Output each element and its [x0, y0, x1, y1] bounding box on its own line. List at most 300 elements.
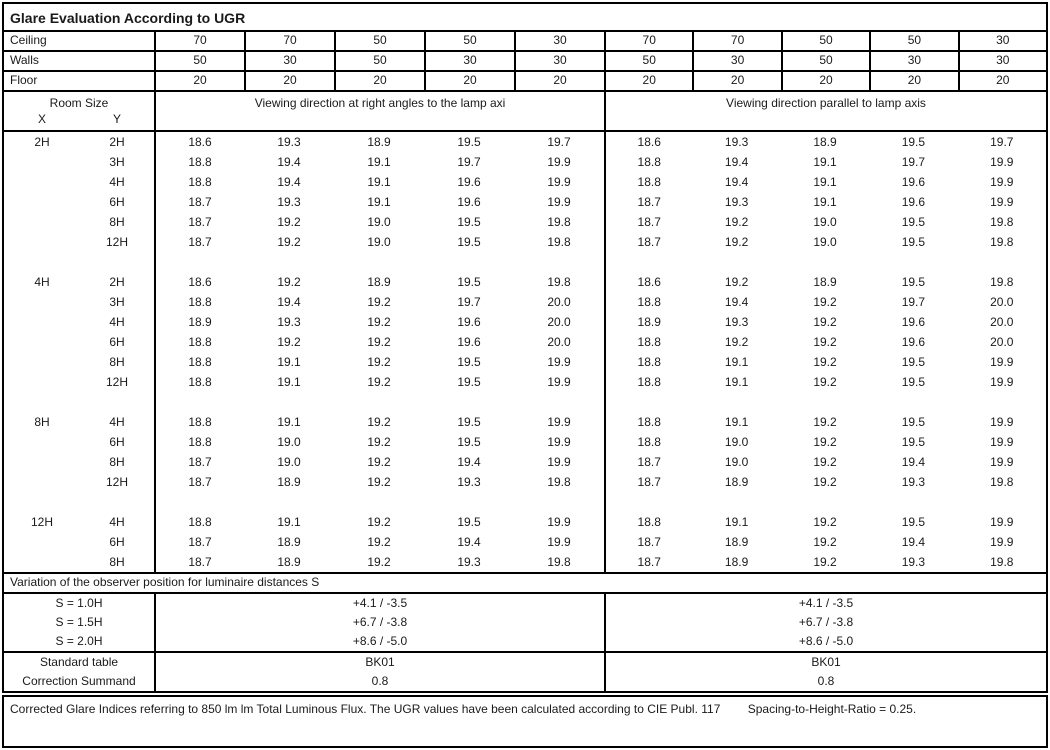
ugr-value-left: 19.1 [277, 355, 301, 369]
ugr-value-left: 18.8 [154, 512, 244, 532]
ugr-value-left: 20.0 [547, 295, 571, 309]
surface-row [4, 72, 1046, 92]
spacer-cell [334, 392, 424, 412]
ugr-value-right: 18.9 [724, 475, 749, 489]
ugr-value-left: 19.5 [457, 515, 481, 529]
ugr-value-left: 18.9 [367, 275, 391, 289]
ugr-value-right: 19.8 [990, 275, 1014, 289]
ugr-value-right: 18.7 [604, 192, 692, 212]
header-row [4, 92, 1046, 132]
room-x-label [4, 352, 80, 372]
variation-label: S = 1.5H [55, 615, 103, 629]
ugr-value-right: 19.9 [990, 375, 1014, 389]
room-x-label: 8H [34, 415, 50, 429]
ugr-value-right: 19.7 [901, 295, 926, 309]
data-section [4, 132, 1046, 574]
ugr-value-left: 18.7 [154, 552, 244, 572]
ugr-value-right: 19.3 [724, 315, 749, 329]
ugr-value-left: 18.6 [154, 272, 244, 292]
ugr-value-left: 18.8 [154, 432, 244, 452]
room-size-header [4, 92, 154, 130]
spacer-cell [514, 492, 604, 512]
ugr-value-right: 19.2 [813, 475, 837, 489]
spacer-cell [80, 392, 154, 412]
ugr-value-left: 19.5 [457, 215, 481, 229]
spacer-cell [604, 252, 692, 272]
spacer-cell [869, 252, 957, 272]
room-y-label: 8H [109, 555, 125, 569]
ugr-value-left: 18.9 [277, 555, 301, 569]
room-y-label: 4H [109, 515, 125, 529]
ugr-value-right: 19.4 [724, 175, 749, 189]
ugr-value-right: 19.2 [813, 315, 837, 329]
ugr-row [4, 172, 1046, 192]
room-y-label: 8H [109, 455, 125, 469]
ugr-row [4, 212, 1046, 232]
ugr-value-left: 19.9 [547, 155, 571, 169]
ugr-value-right: 19.7 [990, 135, 1014, 149]
ugr-row [4, 532, 1046, 552]
ugr-value-left: 19.6 [457, 195, 481, 209]
ugr-value-left: 18.9 [277, 535, 301, 549]
ugr-value-left: 19.8 [547, 215, 571, 229]
ugr-value-right: 19.6 [901, 195, 926, 209]
ugr-value-left: 19.2 [277, 215, 301, 229]
ugr-value-left: 19.9 [547, 455, 571, 469]
ugr-value-right: 19.0 [724, 455, 749, 469]
ugr-table [2, 2, 1048, 693]
ugr-value-left: 19.5 [457, 275, 481, 289]
ugr-value-right: 19.5 [901, 515, 926, 529]
ugr-value-right: 19.5 [901, 415, 926, 429]
ugr-value-left: 19.5 [457, 355, 481, 369]
ugr-value-right: 19.1 [724, 375, 749, 389]
ugr-value-left: 19.7 [457, 155, 481, 169]
surface-value: 50 [604, 52, 692, 70]
room-y-label: 3H [109, 155, 125, 169]
ugr-value-left: 19.5 [457, 235, 481, 249]
surface-value: 50 [334, 32, 424, 50]
ugr-value-left: 19.9 [547, 375, 571, 389]
ugr-value-right: 19.9 [990, 155, 1014, 169]
ugr-value-left: 19.2 [367, 555, 391, 569]
ugr-value-left: 18.7 [154, 192, 244, 212]
ugr-value-left: 18.8 [154, 352, 244, 372]
ugr-value-left: 19.8 [547, 235, 571, 249]
ugr-value-left: 19.5 [457, 415, 481, 429]
ugr-row [4, 332, 1046, 352]
ugr-value-right: 19.1 [813, 155, 837, 169]
ugr-value-right: 18.7 [604, 552, 692, 572]
ugr-value-right: 19.4 [724, 155, 749, 169]
ugr-value-right: 19.1 [813, 195, 837, 209]
ugr-row [4, 372, 1046, 392]
ugr-value-left: 18.8 [154, 172, 244, 192]
surface-value: 30 [514, 32, 604, 50]
right-viewing-heading: Viewing direction parallel to lamp axis [604, 92, 1046, 130]
ugr-row [4, 292, 1046, 312]
variation-section [4, 594, 1046, 653]
variation-value-right: +6.7 / -3.8 [604, 613, 1046, 632]
ugr-value-right: 19.1 [724, 355, 749, 369]
room-x-label [4, 432, 80, 452]
ugr-value-right: 19.2 [813, 555, 837, 569]
ugr-value-left: 19.1 [277, 515, 301, 529]
ugr-value-right: 18.9 [724, 535, 749, 549]
ugr-value-left: 18.9 [277, 475, 301, 489]
ugr-value-right: 19.9 [990, 515, 1014, 529]
footer-note [4, 697, 1046, 716]
spacer-cell [692, 492, 780, 512]
variation-banner: Variation of the observer position for luminaire distances S [4, 574, 1046, 594]
room-y-label: 4H [109, 415, 125, 429]
variation-row [4, 613, 1046, 632]
ugr-row [4, 232, 1046, 252]
footer-note-ratio: Spacing-to-Height-Ratio = 0.25. [747, 702, 917, 716]
ugr-value-right: 19.2 [813, 335, 837, 349]
summary-row [4, 672, 1046, 691]
spacer-cell [4, 492, 80, 512]
surface-label: Floor [10, 73, 38, 87]
ugr-value-left: 19.0 [277, 455, 301, 469]
ugr-value-right: 19.1 [724, 415, 749, 429]
room-y-label: 8H [109, 215, 125, 229]
page-title: Glare Evaluation According to UGR [4, 4, 1046, 32]
ugr-value-right: 19.2 [724, 275, 749, 289]
ugr-value-right: 19.2 [724, 215, 749, 229]
ugr-row [4, 152, 1046, 172]
ugr-value-left: 18.9 [367, 135, 391, 149]
ugr-value-left: 19.2 [277, 275, 301, 289]
ugr-value-right: 19.6 [901, 315, 926, 329]
room-y-label: 2H [109, 135, 125, 149]
room-size-label: Room Size [49, 96, 109, 110]
ugr-value-right: 19.2 [813, 415, 837, 429]
surface-value: 20 [869, 72, 957, 90]
ugr-value-left: 18.7 [154, 212, 244, 232]
room-y-label: 6H [109, 195, 125, 209]
ugr-value-left: 19.4 [457, 455, 481, 469]
ugr-value-left: 19.2 [277, 335, 301, 349]
ugr-value-right: 19.5 [901, 215, 926, 229]
ugr-value-left: 19.6 [457, 315, 481, 329]
ugr-value-right: 19.2 [813, 455, 837, 469]
room-x-label [4, 232, 80, 252]
ugr-value-right: 18.8 [604, 292, 692, 312]
ugr-value-right: 19.4 [901, 535, 926, 549]
spacer-cell [154, 392, 244, 412]
ugr-value-left: 19.2 [367, 335, 391, 349]
ugr-value-right: 18.7 [604, 212, 692, 232]
spacer-cell [781, 252, 869, 272]
ugr-value-right: 18.8 [604, 332, 692, 352]
surface-value: 30 [958, 32, 1046, 50]
ugr-value-right: 19.2 [813, 355, 837, 369]
ugr-value-left: 20.0 [547, 335, 571, 349]
ugr-value-right: 19.2 [724, 335, 749, 349]
ugr-value-right: 18.9 [724, 555, 749, 569]
room-x-label: 2H [34, 135, 50, 149]
ugr-value-left: 19.4 [277, 175, 301, 189]
surface-value: 50 [781, 32, 869, 50]
ugr-value-right: 19.2 [813, 295, 837, 309]
room-x-label [4, 472, 80, 492]
room-y-label: 12H [105, 475, 128, 489]
spacer-cell [424, 252, 514, 272]
room-x-header: X [37, 112, 46, 126]
ugr-value-left: 18.7 [154, 452, 244, 472]
ugr-value-left: 19.3 [277, 195, 301, 209]
surface-value: 20 [781, 72, 869, 90]
ugr-value-right: 19.2 [813, 435, 837, 449]
surface-value: 20 [244, 72, 334, 90]
ugr-value-right: 18.7 [604, 472, 692, 492]
spacer-cell [334, 252, 424, 272]
ugr-value-left: 19.0 [367, 235, 391, 249]
room-x-label [4, 372, 80, 392]
ugr-value-right: 19.2 [724, 235, 749, 249]
surface-value: 30 [958, 52, 1046, 70]
ugr-value-right: 19.9 [990, 415, 1014, 429]
ugr-value-left: 19.2 [367, 455, 391, 469]
ugr-row [4, 132, 1046, 152]
ugr-value-left: 19.2 [367, 295, 391, 309]
ugr-value-left: 19.9 [547, 355, 571, 369]
ugr-value-right: 19.0 [724, 435, 749, 449]
ugr-value-right: 19.5 [901, 235, 926, 249]
spacer-cell [244, 252, 334, 272]
room-y-label: 12H [105, 375, 128, 389]
ugr-value-left: 19.5 [457, 135, 481, 149]
ugr-value-left: 19.6 [457, 175, 481, 189]
spacer-cell [514, 392, 604, 412]
variation-value-right: +4.1 / -3.5 [604, 594, 1046, 613]
ugr-value-right: 19.2 [813, 375, 837, 389]
surface-value: 50 [154, 52, 244, 70]
spacer-cell [958, 492, 1046, 512]
ugr-value-right: 19.8 [990, 555, 1014, 569]
ugr-value-left: 19.9 [547, 435, 571, 449]
ugr-value-left: 19.6 [457, 335, 481, 349]
ugr-value-right: 18.8 [604, 152, 692, 172]
ugr-value-left: 19.2 [367, 375, 391, 389]
ugr-value-right: 19.6 [901, 175, 926, 189]
room-x-label [4, 292, 80, 312]
surface-value: 20 [154, 72, 244, 90]
ugr-value-left: 19.7 [547, 135, 571, 149]
ugr-value-left: 19.1 [367, 175, 391, 189]
ugr-value-left: 18.8 [154, 152, 244, 172]
room-y-header: Y [112, 112, 121, 126]
ugr-value-right: 19.5 [901, 275, 926, 289]
ugr-value-right: 18.8 [604, 412, 692, 432]
surface-value: 50 [424, 32, 514, 50]
footer-note-main: Corrected Glare Indices referring to 850 lm lm Total Luminous Flux. The UGR values have been calculated according to CIE Publ. 117 [10, 702, 721, 716]
ugr-value-left: 19.9 [547, 195, 571, 209]
room-y-label: 2H [109, 275, 125, 289]
spacer-row [4, 252, 1046, 272]
ugr-value-right: 18.7 [604, 452, 692, 472]
surface-value: 30 [514, 52, 604, 70]
ugr-value-left: 18.6 [154, 132, 244, 152]
ugr-value-right: 19.2 [813, 535, 837, 549]
ugr-value-left: 19.8 [547, 555, 571, 569]
ugr-value-right: 19.1 [813, 175, 837, 189]
variation-row [4, 632, 1046, 651]
ugr-row [4, 452, 1046, 472]
ugr-value-left: 18.7 [154, 532, 244, 552]
room-y-label: 8H [109, 355, 125, 369]
ugr-value-right: 18.8 [604, 172, 692, 192]
room-x-label [4, 532, 80, 552]
room-y-label: 6H [109, 335, 125, 349]
variation-row [4, 594, 1046, 613]
ugr-value-right: 19.4 [724, 295, 749, 309]
ugr-value-right: 19.5 [901, 375, 926, 389]
spacer-cell [4, 392, 80, 412]
spacer-cell [869, 492, 957, 512]
summary-label: Standard table [39, 655, 119, 669]
room-x-label: 4H [34, 275, 50, 289]
ugr-value-right: 18.6 [604, 132, 692, 152]
summary-section [4, 653, 1046, 691]
ugr-value-left: 19.7 [457, 295, 481, 309]
room-y-label: 6H [109, 535, 125, 549]
room-y-label: 6H [109, 435, 125, 449]
ugr-value-right: 19.9 [990, 175, 1014, 189]
ugr-value-right: 18.6 [604, 272, 692, 292]
ugr-value-right: 19.5 [901, 135, 926, 149]
spacer-cell [424, 492, 514, 512]
ugr-value-left: 19.3 [277, 135, 301, 149]
ugr-value-left: 19.2 [367, 535, 391, 549]
spacer-cell [514, 252, 604, 272]
spacer-cell [692, 252, 780, 272]
ugr-value-left: 19.5 [457, 435, 481, 449]
ugr-value-left: 19.2 [367, 315, 391, 329]
ugr-value-right: 20.0 [990, 335, 1014, 349]
variation-label: S = 2.0H [55, 634, 103, 648]
ugr-value-left: 19.9 [547, 535, 571, 549]
room-x-label [4, 212, 80, 232]
left-viewing-heading: Viewing direction at right angles to the lamp axi [154, 92, 604, 130]
ugr-value-left: 19.8 [547, 475, 571, 489]
ugr-value-left: 18.8 [154, 332, 244, 352]
ugr-value-right: 19.0 [813, 235, 837, 249]
ugr-value-right: 18.9 [604, 312, 692, 332]
ugr-value-right: 18.8 [604, 352, 692, 372]
ugr-value-left: 18.7 [154, 232, 244, 252]
ugr-value-right: 18.7 [604, 232, 692, 252]
room-x-label [4, 312, 80, 332]
ugr-value-right: 19.6 [901, 335, 926, 349]
ugr-value-left: 19.8 [547, 275, 571, 289]
footer-note-box [2, 695, 1048, 748]
summary-value-right: 0.8 [604, 672, 1046, 691]
surface-value: 30 [424, 52, 514, 70]
ugr-value-right: 19.9 [990, 455, 1014, 469]
surface-label: Walls [10, 53, 39, 67]
ugr-value-right: 19.9 [990, 195, 1014, 209]
ugr-value-right: 19.9 [990, 535, 1014, 549]
ugr-value-left: 19.5 [457, 375, 481, 389]
ugr-value-left: 19.9 [547, 515, 571, 529]
ugr-value-left: 19.2 [367, 435, 391, 449]
ugr-row [4, 352, 1046, 372]
ugr-row [4, 312, 1046, 332]
surface-value: 50 [334, 52, 424, 70]
ugr-value-left: 19.3 [457, 475, 481, 489]
ugr-value-left: 19.2 [367, 355, 391, 369]
spacer-cell [154, 252, 244, 272]
ugr-value-left: 19.2 [367, 515, 391, 529]
room-x-label [4, 152, 80, 172]
ugr-row [4, 412, 1046, 432]
ugr-value-right: 19.0 [813, 215, 837, 229]
ugr-value-right: 18.8 [604, 432, 692, 452]
surface-value: 30 [692, 52, 780, 70]
spacer-row [4, 392, 1046, 412]
ugr-value-left: 18.8 [154, 372, 244, 392]
surface-value: 70 [604, 32, 692, 50]
room-x-label [4, 452, 80, 472]
variation-value-left: +4.1 / -3.5 [154, 594, 604, 613]
ugr-row [4, 512, 1046, 532]
spacer-cell [80, 492, 154, 512]
ugr-value-right: 19.5 [901, 355, 926, 369]
ugr-value-right: 18.9 [813, 275, 837, 289]
ugr-value-left: 18.9 [154, 312, 244, 332]
ugr-value-right: 18.9 [813, 135, 837, 149]
ugr-value-left: 19.4 [277, 295, 301, 309]
ugr-value-right: 19.9 [990, 355, 1014, 369]
room-y-label: 4H [109, 175, 125, 189]
spacer-cell [869, 392, 957, 412]
surface-value: 30 [869, 52, 957, 70]
ugr-value-right: 18.8 [604, 512, 692, 532]
ugr-value-left: 19.3 [457, 555, 481, 569]
summary-row [4, 653, 1046, 672]
spacer-cell [80, 252, 154, 272]
surface-value: 20 [604, 72, 692, 90]
spacer-cell [604, 392, 692, 412]
ugr-row [4, 192, 1046, 212]
spacer-cell [604, 492, 692, 512]
summary-value-left: BK01 [154, 653, 604, 672]
spacer-cell [692, 392, 780, 412]
summary-label: Correction Summand [22, 674, 136, 688]
spacer-cell [334, 492, 424, 512]
room-x-label [4, 332, 80, 352]
ugr-value-left: 19.9 [547, 415, 571, 429]
ugr-value-left: 19.3 [277, 315, 301, 329]
ugr-value-left: 20.0 [547, 315, 571, 329]
ugr-value-left: 19.9 [547, 175, 571, 189]
surface-value: 70 [244, 32, 334, 50]
spacer-cell [781, 392, 869, 412]
surface-value: 20 [514, 72, 604, 90]
spacer-cell [958, 252, 1046, 272]
spacer-cell [244, 392, 334, 412]
room-x-label [4, 192, 80, 212]
ugr-value-right: 19.3 [724, 135, 749, 149]
surface-value: 20 [334, 72, 424, 90]
spacer-cell [781, 492, 869, 512]
ugr-value-left: 18.8 [154, 292, 244, 312]
ugr-row [4, 552, 1046, 572]
ugr-value-left: 19.0 [367, 215, 391, 229]
ugr-value-left: 19.1 [367, 155, 391, 169]
